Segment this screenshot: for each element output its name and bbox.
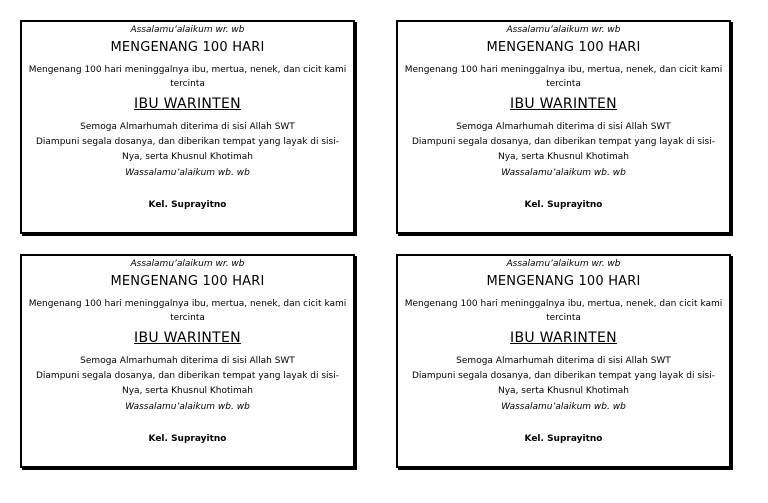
- opening-greeting: Assalamu’alaikum wr. wb: [506, 25, 621, 35]
- opening-greeting: Assalamu’alaikum wr. wb: [130, 259, 245, 269]
- card-title: MENGENANG 100 HARI: [110, 40, 265, 55]
- prayer-line: Semoga Almarhumah diterima di sisi Allah SWT: [456, 356, 671, 366]
- closing-greeting: Wassalamu’alaikum wb. wb: [125, 402, 250, 412]
- deceased-name: IBU WARINTEN: [134, 96, 241, 112]
- deceased-name: IBU WARINTEN: [510, 330, 617, 346]
- prayer-line: Nya, serta Khusnul Khotimah: [497, 386, 630, 396]
- card-title: MENGENANG 100 HARI: [110, 274, 265, 289]
- prayer-line: Nya, serta Khusnul Khotimah: [121, 386, 254, 396]
- closing-greeting: Wassalamu’alaikum wb. wb: [125, 168, 250, 178]
- intro-text: Mengenang 100 hari meninggalnya ibu, mertua, nenek, dan cicit kami tercinta: [28, 299, 347, 323]
- prayer-text: [408, 120, 719, 165]
- intro-text: Mengenang 100 hari meninggalnya ibu, mertua, nenek, dan cicit kami tercinta: [404, 299, 723, 323]
- prayer-line: Semoga Almarhumah diterima di sisi Allah SWT: [80, 356, 295, 366]
- family-signature: Kel. Suprayitno: [524, 434, 603, 444]
- prayer-line: Diampuni segala dosanya, dan diberikan tempat yang layak di sisi-: [35, 137, 339, 147]
- memorial-card: [396, 20, 731, 234]
- deceased-name: IBU WARINTEN: [510, 96, 617, 112]
- family-signature: Kel. Suprayitno: [148, 200, 227, 210]
- card-title: MENGENANG 100 HARI: [486, 274, 641, 289]
- card-title: MENGENANG 100 HARI: [486, 40, 641, 55]
- prayer-text: [32, 354, 343, 399]
- prayer-line: Diampuni segala dosanya, dan diberikan tempat yang layak di sisi-: [411, 137, 715, 147]
- family-signature: Kel. Suprayitno: [524, 200, 603, 210]
- memorial-card: [396, 254, 731, 468]
- prayer-line: Nya, serta Khusnul Khotimah: [121, 152, 254, 162]
- closing-greeting: Wassalamu’alaikum wb. wb: [501, 168, 626, 178]
- deceased-name: IBU WARINTEN: [134, 330, 241, 346]
- memorial-card: [20, 254, 355, 468]
- closing-greeting: Wassalamu’alaikum wb. wb: [501, 402, 626, 412]
- prayer-line: Semoga Almarhumah diterima di sisi Allah SWT: [80, 122, 295, 132]
- intro-text: Mengenang 100 hari meninggalnya ibu, mertua, nenek, dan cicit kami tercinta: [28, 65, 347, 89]
- opening-greeting: Assalamu’alaikum wr. wb: [130, 25, 245, 35]
- prayer-text: [32, 120, 343, 165]
- prayer-line: Nya, serta Khusnul Khotimah: [497, 152, 630, 162]
- prayer-line: Diampuni segala dosanya, dan diberikan tempat yang layak di sisi-: [35, 371, 339, 381]
- opening-greeting: Assalamu’alaikum wr. wb: [506, 259, 621, 269]
- intro-text: Mengenang 100 hari meninggalnya ibu, mertua, nenek, dan cicit kami tercinta: [404, 65, 723, 89]
- family-signature: Kel. Suprayitno: [148, 434, 227, 444]
- prayer-line: Diampuni segala dosanya, dan diberikan tempat yang layak di sisi-: [411, 371, 715, 381]
- prayer-line: Semoga Almarhumah diterima di sisi Allah SWT: [456, 122, 671, 132]
- prayer-text: [408, 354, 719, 399]
- memorial-card: [20, 20, 355, 234]
